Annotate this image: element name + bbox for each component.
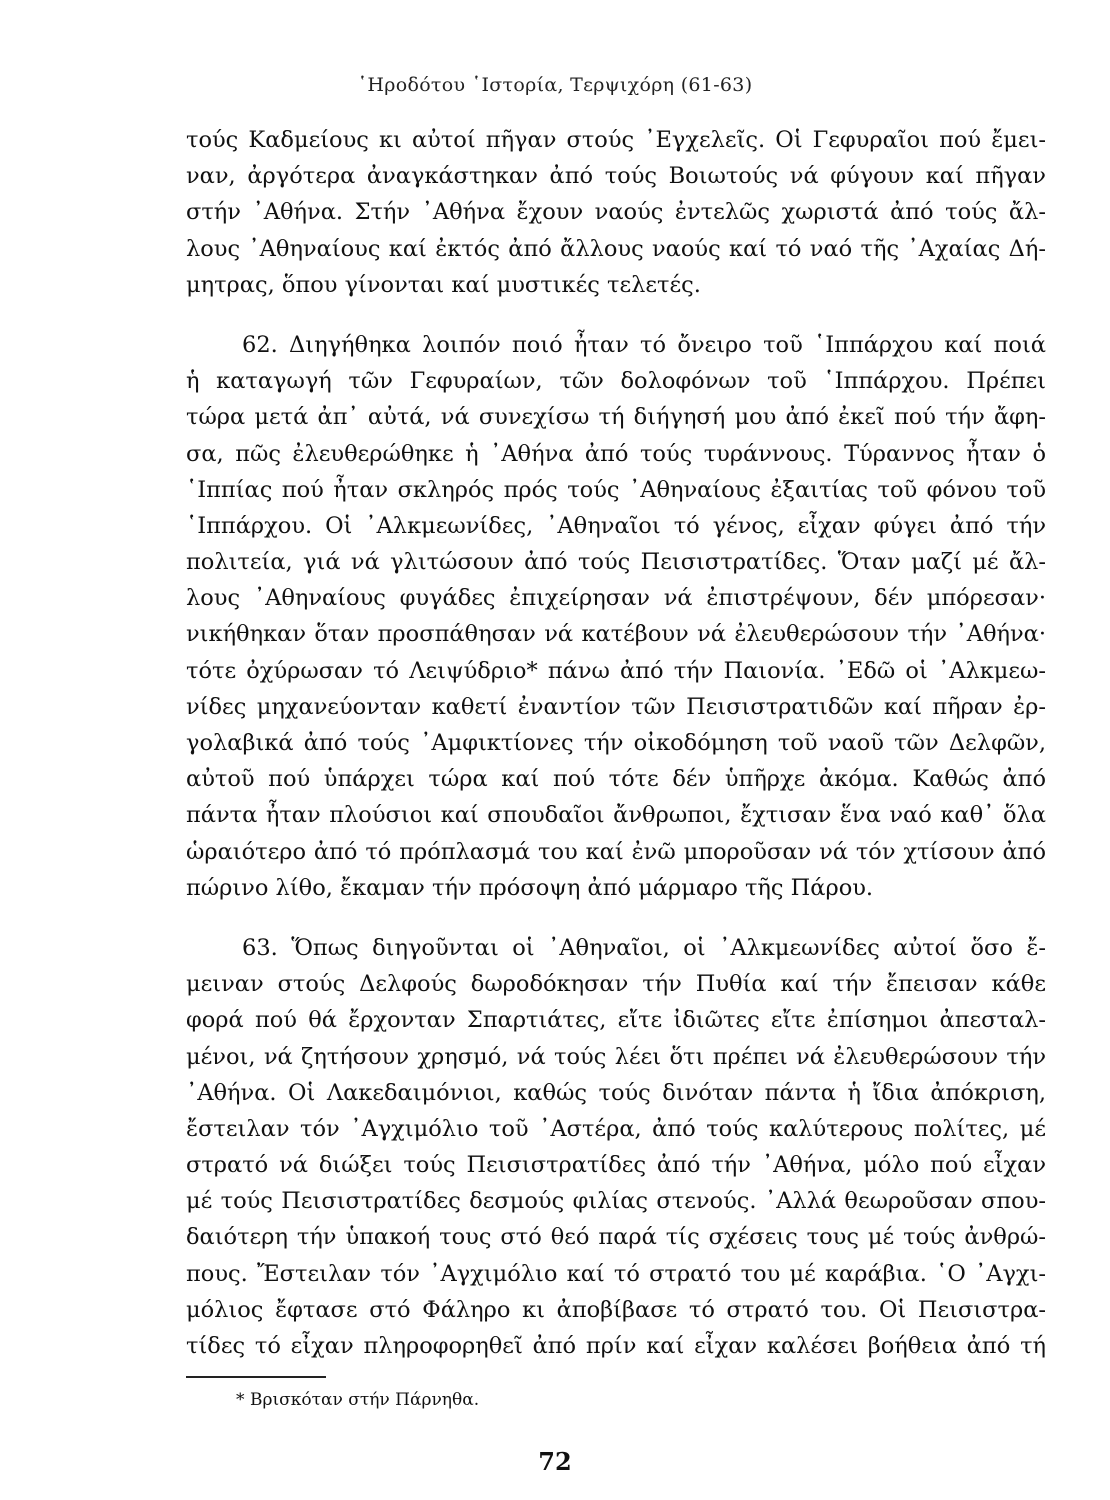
text-line: λους ᾿Αθηναίους καί ἐκτός ἀπό ἄλλους ναούς καί τό ναό τῆς ᾿Αχαίας Δή- xyxy=(186,235,1046,262)
text-line: μειναν στούς Δελφούς δωροδόκησαν τήν Πυθία καί τήν ἔπεισαν κάθε xyxy=(186,971,1046,998)
body-text xyxy=(186,122,1046,1364)
text-line: 62. Διηγήθηκα λοιπόν ποιό ἦταν τό ὄνειρο τοῦ ῾Ιππάρχου καί ποιά xyxy=(242,331,1046,358)
text-line: ἡ καταγωγή τῶν Γεφυραίων, τῶν δολοφόνων τοῦ ῾Ιππάρχου. Πρέπει xyxy=(186,368,1046,395)
text-line: ἔστειλαν τόν ᾿Αγχιμόλιο τοῦ ᾿Αστέρα, ἀπό τούς καλύτερους πολίτες, μέ xyxy=(186,1115,1046,1142)
text-line: νίδες μηχανεύονταν καθετί ἐναντίον τῶν Πεισιστρατιδῶν καί πῆραν ἐρ- xyxy=(186,693,1046,720)
text-line: ὡραιότερο ἀπό τό πρόπλασμά του καί ἐνῶ μποροῦσαν νά τόν χτίσουν ἀπό xyxy=(186,838,1046,865)
text-line: λους ᾿Αθηναίους φυγάδες ἐπιχείρησαν νά ἐπιστρέψουν, δέν μπόρεσαν· xyxy=(186,585,1046,612)
text-line: ῾Ιππάρχου. Οἱ ᾿Αλκμεωνίδες, ᾿Αθηναῖοι τό γένος, εἶχαν φύγει ἀπό τήν xyxy=(186,512,1046,539)
text-line: ῾Ιππίας πού ἦταν σκληρός πρός τούς ᾿Αθηναίους ἐξαιτίας τοῦ φόνου τοῦ xyxy=(186,476,1046,503)
text-line: 63. Ὅπως διηγοῦνται οἱ ᾿Αθηναῖοι, οἱ ᾿Αλκμεωνίδες αὐτοί ὅσο ἔ- xyxy=(242,934,1046,961)
paragraph-62 xyxy=(186,327,1046,906)
text-line: μένοι, νά ζητήσουν χρησμό, νά τούς λέει ὅτι πρέπει νά ἐλευθερώσουν τήν xyxy=(186,1043,1046,1070)
text-line: πάντα ἦταν πλούσιοι καί σπουδαῖοι ἄνθρωποι, ἔχτισαν ἕνα ναό καθ᾿ ὅλα xyxy=(186,802,1046,829)
text-line: πώρινο λίθο, ἔκαμαν τήν πρόσοψη ἀπό μάρμαρο τῆς Πάρου. xyxy=(186,874,874,901)
paragraph-continuation xyxy=(186,122,1046,303)
running-head: ῾Ηροδότου ῾Ιστορία, Τερψιχόρη (61-63) xyxy=(357,74,753,96)
text-line: μόλιος ἔφτασε στό Φάληρο κι ἀποβίβασε τό στρατό του. Οἱ Πεισιστρα- xyxy=(186,1296,1046,1323)
footnote-text: Βρισκόταν στήν Πάρνηθα. xyxy=(250,1390,480,1410)
text-line: μέ τούς Πεισιστρατίδες δεσμούς φιλίας στενούς. ᾿Αλλά θεωροῦσαν σπου- xyxy=(186,1188,1046,1215)
footnote-marker: * xyxy=(236,1390,245,1410)
text-line: πολιτεία, γιά νά γλιτώσουν ἀπό τούς Πεισιστρατίδες. Ὅταν μαζί μέ ἄλ- xyxy=(186,549,1046,576)
text-line: πους. Ἔστειλαν τόν ᾿Αγχιμόλιο καί τό στρατό του μέ καράβια. ῾Ο ᾿Αγχι- xyxy=(186,1260,1046,1287)
footnote xyxy=(236,1390,480,1410)
text-line: ναν, ἀργότερα ἀναγκάστηκαν ἀπό τούς Βοιωτούς νά φύγουν καί πῆγαν xyxy=(186,163,1046,190)
text-line: σα, πῶς ἐλευθερώθηκε ἡ ᾿Αθήνα ἀπό τούς τυράννους. Τύραννος ἦταν ὁ xyxy=(186,440,1046,467)
text-line: μητρας, ὅπου γίνονται καί μυστικές τελετές. xyxy=(186,271,701,298)
text-line: δαιότερη τήν ὑπακοή τους στό θεό παρά τίς σχέσεις τους μέ τούς ἀνθρώ- xyxy=(186,1224,1046,1251)
text-line: τούς Καδμείους κι αὐτοί πῆγαν στούς ᾿Εγχελεῖς. Οἱ Γεφυραῖοι πού ἔμει- xyxy=(186,127,1046,153)
text-line: φορά πού θά ἔρχονταν Σπαρτιάτες, εἴτε ἰδιῶτες εἴτε ἐπίσημοι ἀπεσταλ- xyxy=(186,1007,1046,1034)
text-line: ᾿Αθήνα. Οἱ Λακεδαιμόνιοι, καθώς τούς δινόταν πάντα ἡ ἴδια ἀπόκριση, xyxy=(186,1079,1046,1106)
text-line: στήν ᾿Αθήνα. Στήν ᾿Αθήνα ἔχουν ναούς ἐντελῶς χωριστά ἀπό τούς ἄλ- xyxy=(186,199,1046,226)
text-line: νικήθηκαν ὅταν προσπάθησαν νά κατέβουν νά ἐλευθερώσουν τήν ᾿Αθήνα· xyxy=(186,621,1046,648)
page-number: 72 xyxy=(538,1447,572,1476)
text-line: στρατό νά διώξει τούς Πεισιστρατίδες ἀπό τήν ᾿Αθήνα, μόλο πού εἶχαν xyxy=(186,1152,1046,1179)
footnote-divider xyxy=(186,1376,326,1378)
paragraph-63 xyxy=(186,930,1046,1364)
text-line: τίδες τό εἶχαν πληροφορηθεῖ ἀπό πρίν καί εἶχαν καλέσει βοήθεια ἀπό τή xyxy=(186,1333,1046,1359)
text-line: γολαβικά ἀπό τούς ᾿Αμφικτίονες τήν οἰκοδόμηση τοῦ ναοῦ τῶν Δελφῶν, xyxy=(186,730,1046,756)
text-line: τότε ὀχύρωσαν τό Λειψύδριο* πάνω ἀπό τήν Παιονία. ᾿Εδῶ οἱ ᾿Αλκμεω- xyxy=(186,657,1046,684)
text-line: αὐτοῦ πού ὑπάρχει τώρα καί πού τότε δέν ὑπῆρχε ἀκόμα. Καθώς ἀπό xyxy=(186,766,1046,793)
text-line: τώρα μετά ἀπ᾿ αὐτά, νά συνεχίσω τή διήγησή μου ἀπό ἐκεῖ πού τήν ἄφη- xyxy=(186,404,1046,431)
